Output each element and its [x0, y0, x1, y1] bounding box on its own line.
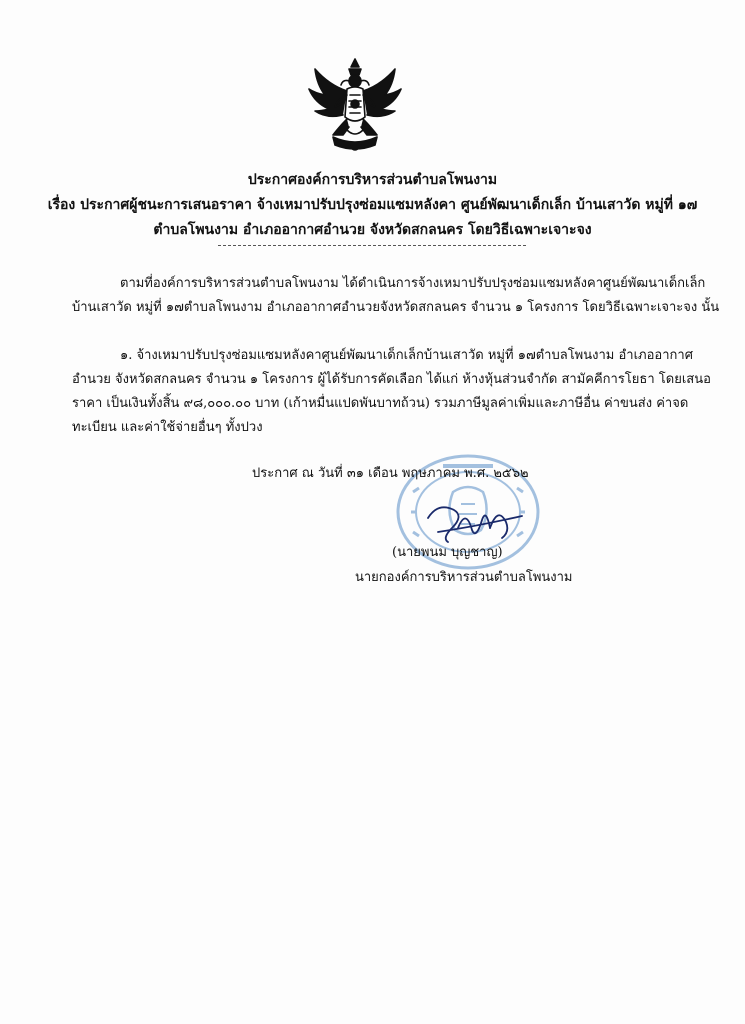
signer-name: (นายพนม บุญชาญ)	[392, 545, 503, 560]
announcement-subject-continued: ตำบลโพนงาม อำเภออากาศอำนวย จังหวัดสกลนคร โดยวิธีเฉพาะเจาะจง	[153, 222, 592, 238]
paragraph-line: อำนวย จังหวัดสกลนคร จำนวน ๑ โครงการ ผู้ได้รับการคัดเลือก ได้แก่ ห้างหุ้นส่วนจำกัด สามัคคีการโยธา โดยเสนอ	[72, 372, 711, 387]
paragraph-award	[72, 344, 711, 440]
paragraph-line: ๑. จ้างเหมาปรับปรุงซ่อมแซมหลังคาศูนย์พัฒนาเด็กเล็กบ้านเสาวัด หมู่ที่ ๑๗ตำบลโพนงาม อำเภออากาศ	[120, 348, 693, 363]
garuda-emblem	[303, 55, 407, 159]
announcement-header	[40, 168, 705, 243]
paragraph-line: ราคา เป็นเงินทั้งสิ้น ๙๘,๐๐๐.๐๐ บาท (เก้าหมื่นแปดพันบาทถ้วน) รวมภาษีมูลค่าเพิ่มและภาษีอื่น ค่าขนส่ง ค่าจด	[72, 396, 689, 411]
paragraph-line: ตามที่องค์การบริหารส่วนตำบลโพนงาม ได้ดำเนินการจ้างเหมาปรับปรุงซ่อมแซมหลังคาศูนย์พัฒนาเด็กเล็ก	[120, 276, 706, 291]
paragraph-intro	[72, 272, 720, 320]
announcement-subject: เรื่อง ประกาศผู้ชนะการเสนอราคา จ้างเหมาปรับปรุงซ่อมแซมหลังคา ศูนย์พัฒนาเด็กเล็ก บ้านเสาวัด หมู่ที่ ๑๗	[47, 197, 698, 213]
announcement-title: ประกาศองค์การบริหารส่วนตำบลโพนงาม	[247, 172, 498, 188]
header-divider	[218, 245, 526, 246]
paragraph-line: ทะเบียน และค่าใช้จ่ายอื่นๆ ทั้งปวง	[72, 420, 263, 435]
announcement-date: ประกาศ ณ วันที่ ๓๑ เดือน พฤษภาคม พ.ศ. ๒๕๖๒	[252, 466, 529, 481]
paragraph-line: บ้านเสาวัด หมู่ที่ ๑๗ตำบลโพนงาม อำเภออากาศอำนวยจังหวัดสกลนคร จำนวน ๑ โครงการ โดยวิธีเฉพาะเจาะจง นั้น	[72, 300, 720, 315]
signer-title: นายกองค์การบริหารส่วนตำบลโพนงาม	[355, 570, 573, 585]
